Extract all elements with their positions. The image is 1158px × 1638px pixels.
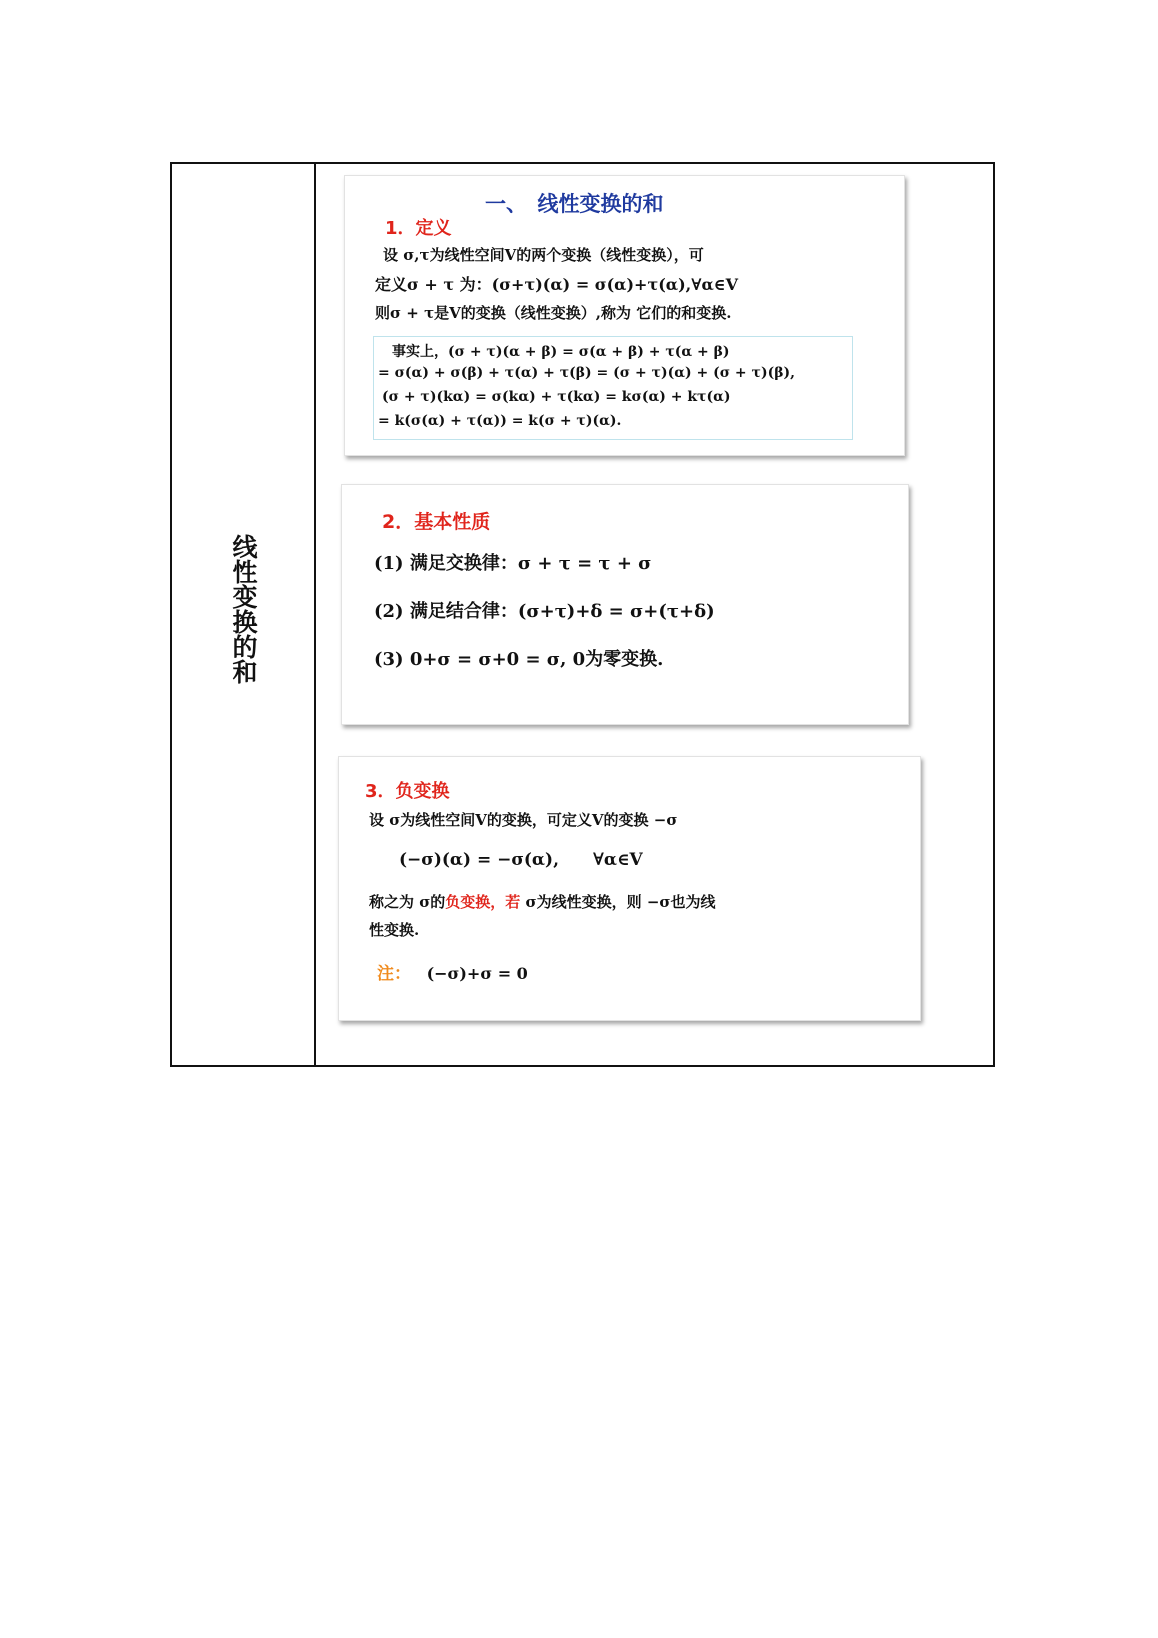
note-line [377,959,528,984]
proof-line-3: (σ + τ)(kα) = σ(kα) + τ(kα) = kσ(α) + kτ(α) [382,389,731,405]
negative-line-1: 设 σ为线性空间V的变换，可定义V的变换 −σ [369,811,678,829]
negative-highlight: 负变换，若 [445,893,521,911]
proof-box [373,336,853,440]
column-divider [314,164,316,1065]
negative-line-3 [369,891,715,912]
definition-line-2: 定义σ + τ 为：(σ+τ)(α) = σ(α)+τ(α),∀α∈V [375,275,739,294]
slide-definition [344,175,905,456]
row-title: 线性变换的和 [229,534,258,684]
proof-line-4: = k(σ(α) + τ(α)) = k(σ + τ)(α). [378,413,622,429]
note-formula: (−σ)+σ = 0 [426,964,528,983]
property-3: (3) 0+σ = σ+0 = σ, 0为零变换. [374,649,664,670]
slide-properties [341,484,909,725]
negative-line-3a: 称之为 σ的 [369,893,446,911]
property-2: (2) 满足结合律：(σ+τ)+δ = σ+(τ+δ) [374,601,715,622]
note-label: 注： [377,964,411,984]
document-table [170,162,995,1067]
slide-negative-transform [338,756,921,1021]
negative-line-3b: σ为线性变换，则 −σ也为线 [520,893,716,911]
proof-line-2: = σ(α) + σ(β) + τ(α) + τ(β) = (σ + τ)(α) + (σ + τ)(β), [378,365,795,381]
negative-subheading: 3．负变换 [365,781,450,802]
proof-line-1: 事实上，(σ + τ)(α + β) = σ(α + β) + τ(α + β) [392,344,730,360]
definition-line-1: 设 σ,τ为线性空间V的两个变换（线性变换），可 [383,246,704,264]
negative-formula: (−σ)(α) = −σ(α), ∀α∈V [399,850,643,870]
definition-subheading: 1．定义 [385,218,452,239]
negative-line-4: 性变换. [369,921,420,939]
property-1: (1) 满足交换律：σ + τ = τ + σ [374,553,652,574]
definition-line-3: 则σ + τ是V的变换（线性变换）,称为 它们的和变换. [375,304,732,322]
slide-heading: 一、 线性变换的和 [485,192,664,216]
properties-subheading: 2．基本性质 [382,511,491,533]
